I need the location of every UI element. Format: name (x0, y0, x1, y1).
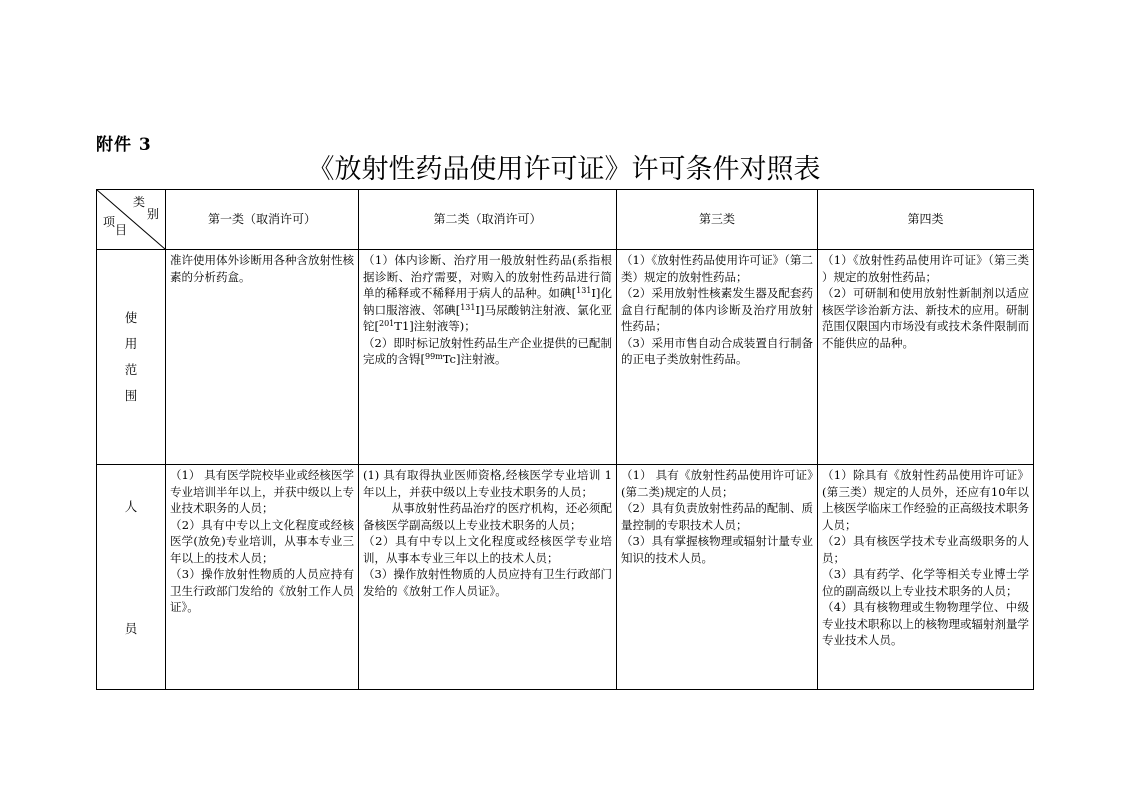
column-header-class-4: 第四类 (818, 190, 1034, 250)
cell-staff-class-4 (818, 465, 1034, 690)
cell-text: 准许使用体外诊断用各种含放射性核素的分析药盒。 (170, 253, 354, 284)
cell-text: （1）体内诊断、治疗用一般放射性药品(系指根据诊断、治疗需要，对购入的放射性药品进行简单的稀释或不稀释用于病人的品种。如碘[$^{131}$I]化钠口服溶液、邻碘[$^{131}$I]马尿酸钠注射液、氯化亚铊[$^{201}$T1]注射液等)； (363, 253, 613, 333)
license-conditions-table (96, 189, 1034, 690)
cell-text: （3）具有药学、化学等相关专业博士学位的副高级以上专业技术职务的人员； (822, 567, 1029, 598)
cell-staff-class-1 (166, 465, 359, 690)
cell-text: （2）具有中专以上文化程度或经核医学专业培训，从事本专业三年以上的技术人员； (363, 534, 612, 565)
table-row-personnel (97, 465, 1034, 690)
corner-item-char-2: 目 (115, 223, 128, 237)
cell-text: （1）除具有《放射性药品使用许可证》(第三类）规定的人员外，还应有10年以上核医学临床工作经验的正高级技术职务人员； (822, 468, 1029, 532)
cell-text: 从事放射性药品治疗的医疗机构，还必须配备核医学副高级以上专业技术职务的人员； (363, 501, 612, 532)
row-label-char: 员 (124, 621, 138, 636)
cell-text: （2）可研制和使用放射性新制剂以适应核医学诊治新方法、新技术的应用。研制范围仅限国内市场没有或技术条件限制而不能供应的品种。 (822, 286, 1029, 350)
column-header-class-1: 第一类（取消许可） (166, 190, 359, 250)
corner-category-char-2: 别 (147, 207, 160, 221)
row-header-usage-scope (97, 250, 166, 465)
table-header-row (97, 190, 1034, 250)
cell-text: (1) 具有取得执业医师资格,经核医学专业培训 1 年以上，并获中级以上专业技术职务的人员； (363, 468, 612, 499)
table-row-usage-scope (97, 250, 1034, 465)
cell-text: （3）操作放射性物质的人员应持有卫生行政部门发给的《放射工作人员证》。 (170, 567, 354, 614)
cell-staff-class-3 (617, 465, 818, 690)
cell-text: （3）具有掌握核物理或辐射计量专业知识的技术人员。 (621, 534, 813, 565)
corner-category-char-1: 类 (133, 195, 146, 209)
header-corner-cell (97, 190, 166, 250)
cell-text: （2）即时标记放射性药品生产企业提供的已配制完成的含锝[$^{99m}$Tc]注射液。 (363, 335, 612, 366)
cell-text: （2）具有负责放射性药品的配制、质量控制的专职技术人员； (621, 501, 813, 532)
cell-text: （2）具有中专以上文化程度或经核医学(放免)专业培训，从事本专业三年以上的技术人员； (170, 517, 354, 565)
cell-text: （3）操作放射性物质的人员应持有卫生行政部门发给的《放射工作人员证》。 (363, 567, 612, 598)
cell-text: （1） 具有《放射性药品使用许可证》(第二类)规定的人员； (621, 468, 813, 499)
cell-text: （1） 具有医学院校毕业或经核医学专业培训半年以上，并获中级以上专业技术职务的人员； (170, 468, 354, 515)
cell-text: （2）采用放射性核素发生器及配套药盒自行配制的体内诊断及治疗用放射性药品； (621, 286, 813, 333)
cell-text: （4）具有核物理或生物物理学位、中级专业技术职称以上的核物理或辐射剂量学专业技术人员。 (822, 600, 1029, 647)
cell-scope-class-1 (166, 250, 359, 465)
row-label-char: 使 (124, 310, 138, 325)
cell-text: （1）《放射性药品使用许可证》（第三类 ）规定的放射性药品； (822, 253, 1029, 284)
row-label-char: 人 (124, 499, 138, 514)
corner-item-char-1: 项 (103, 215, 116, 229)
cell-text: （2）具有核医学技术专业高级职务的人员； (822, 534, 1029, 565)
cell-scope-class-3 (617, 250, 818, 465)
cell-text: （1）《放射性药品使用许可证》（第二类）规定的放射性药品； (621, 253, 813, 284)
row-label-char: 用 (124, 336, 138, 351)
row-label-char: 范 (124, 362, 138, 377)
attachment-label: 附件 3 (96, 135, 152, 155)
column-header-class-2: 第二类（取消许可） (359, 190, 617, 250)
document-title: 《放射性药品使用许可证》许可条件对照表 (307, 154, 821, 185)
cell-scope-class-2 (359, 250, 617, 465)
row-header-personnel (97, 465, 166, 690)
row-label-char: 围 (124, 388, 138, 403)
cell-text: （3）采用市售自动合成装置自行制备的正电子类放射性药品。 (621, 335, 813, 366)
cell-staff-class-2 (359, 465, 617, 690)
column-header-class-3: 第三类 (617, 190, 818, 250)
cell-scope-class-4 (818, 250, 1034, 465)
